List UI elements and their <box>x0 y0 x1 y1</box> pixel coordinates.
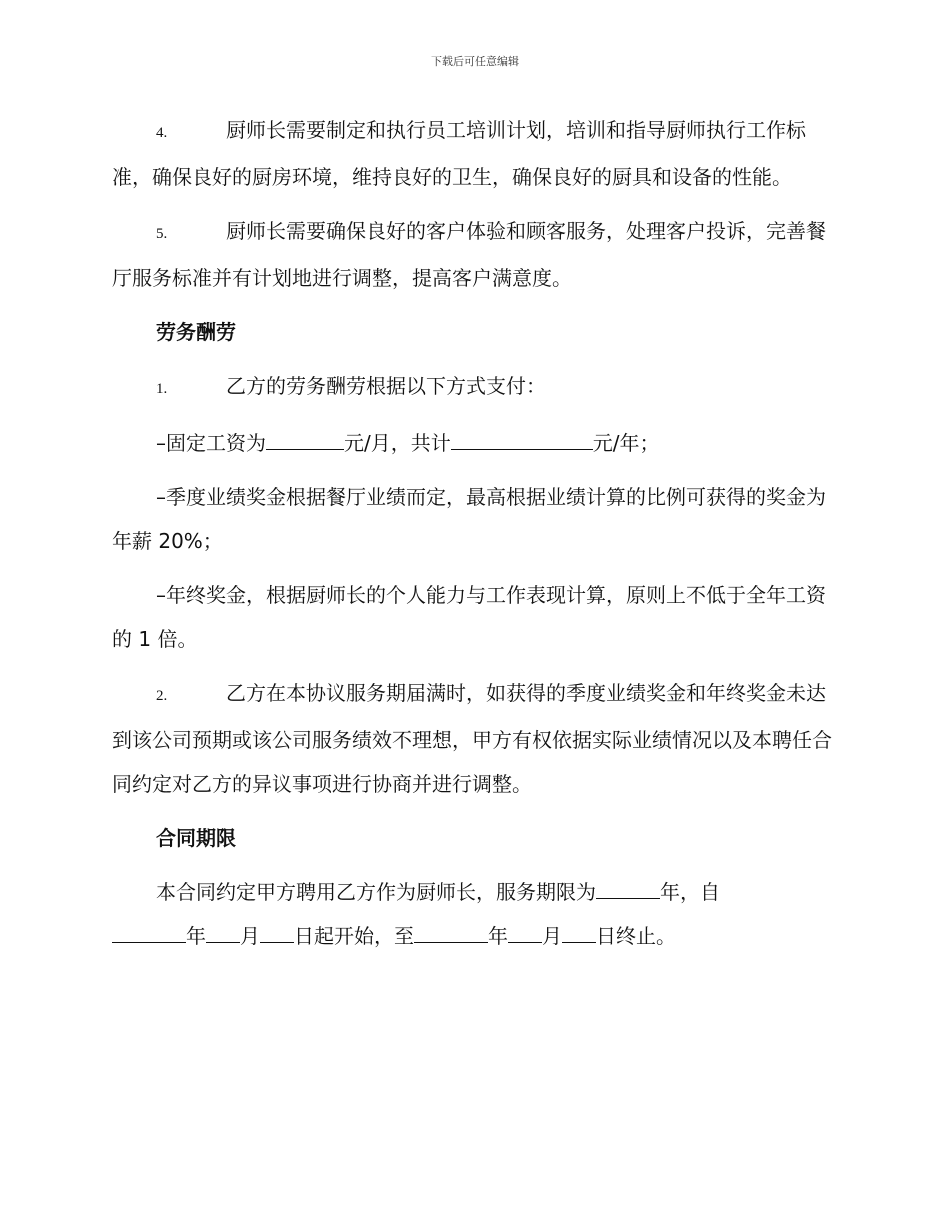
pay-item-1 <box>112 364 834 411</box>
item-text: 厨师长需要确保良好的客户体验和顾客服务，处理客户投诉，完善餐厅服务标准并有计划地进行调整，提高客户满意度。 <box>112 219 826 290</box>
item-text: 乙方在本协议服务期届满时，如获得的季度业绩奖金和年终奖金未达到该公司预期或该公司服务绩效不理想，甲方有权依据实际业绩情况以及本聘任合同约定对乙方的异议事项进行协商并进行调整。 <box>112 681 832 796</box>
start-day-blank <box>260 926 294 943</box>
item-text: 乙方的劳务酬劳根据以下方式支付： <box>226 374 546 398</box>
pay-item-2 <box>112 671 834 806</box>
term-text: 年，自 <box>660 880 720 904</box>
fixed-salary-line <box>112 421 834 465</box>
section-title-pay: 劳务酬劳 <box>156 320 236 344</box>
item-number: 2. <box>156 688 168 704</box>
end-day-blank <box>562 926 596 943</box>
term-text: 月 <box>542 924 562 948</box>
item-4 <box>112 108 834 199</box>
quarterly-bonus: –季度业绩奖金根据餐厅业绩而定，最高根据业绩计算的比例可获得的奖金为年薪 20%； <box>112 485 826 553</box>
annual-total-blank <box>451 433 593 450</box>
annual-unit: 元/年； <box>592 431 660 455</box>
item-number: 5. <box>156 226 168 242</box>
monthly-unit: 元/月，共计 <box>344 431 451 455</box>
start-year-blank <box>112 926 186 943</box>
term-years-blank <box>596 882 660 899</box>
end-year-blank <box>414 926 488 943</box>
term-text: 日终止。 <box>596 924 676 948</box>
start-month-blank <box>206 926 240 943</box>
term-text: 本合同约定甲方聘用乙方作为厨师长，服务期限为 <box>156 880 596 904</box>
item-number: 4. <box>156 125 168 141</box>
end-month-blank <box>508 926 542 943</box>
term-text: 月 <box>240 924 260 948</box>
term-text: 年 <box>488 924 508 948</box>
contract-term-text <box>112 870 834 958</box>
term-text: 日起开始，至 <box>294 924 414 948</box>
item-text: 厨师长需要制定和执行员工培训计划，培训和指导厨师执行工作标准，确保良好的厨房环境，维持良好的卫生，确保良好的厨具和设备的性能。 <box>112 118 806 189</box>
item-5 <box>112 209 834 300</box>
monthly-salary-blank <box>266 433 344 450</box>
annual-bonus: –年终奖金，根据厨师长的个人能力与工作表现计算，原则上不低于全年工资的 1 倍。 <box>112 583 826 651</box>
section-title-term: 合同期限 <box>156 826 236 850</box>
term-text: 年 <box>186 924 206 948</box>
fixed-salary-label: –固定工资为 <box>156 431 266 455</box>
document-body <box>112 108 834 958</box>
page-header: 下载后可任意编辑 <box>431 55 519 68</box>
item-number: 1. <box>156 381 168 397</box>
